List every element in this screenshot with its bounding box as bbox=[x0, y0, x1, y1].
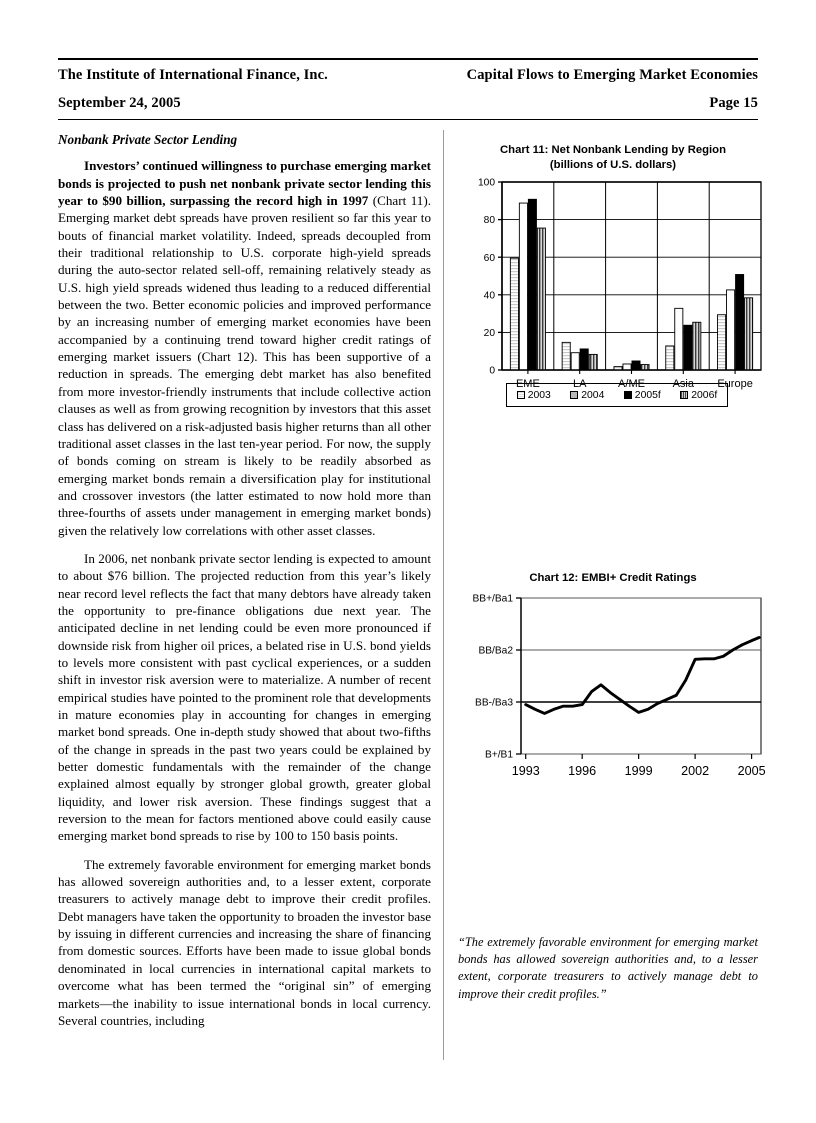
svg-text:BB/Ba2: BB/Ba2 bbox=[478, 645, 513, 657]
svg-text:60: 60 bbox=[483, 252, 495, 264]
legend-swatch-icon-2003 bbox=[517, 391, 525, 399]
paragraph-1-continuation: (Chart 11). Emerging market debt spreads have proven resilient so far this year to bouts of financial market volatility. Indeed, spreads decoupled from their traditional relationship to U.S. corporate high-yield spreads during the auto-sector related sell-off, remaining relatively steady as U.S. high yield spreads widened thus leading to a reduced differential between the two. Better economic policies and improved performance by an increasing number of emerging market economies have been accompanied by a continuing trend toward higher credit ratings of emerging market issuers (Chart 12). This has been supportive of a reduction in spreads. The emerging debt market has also benefited from more investor-friendly instruments that include collective action clauses as well as from growing recognition by investors that this asset class has delivered on a risk-adjusted basis higher returns than all other traditional asset classes in the last ten-year period. For now, the supply of bonds coming on stream is likely to be readily absorbed as emerging market bonds remain a diversification play for institutional and crossover investors (the latter estimated to now hold more than three-fourths of assets under management in emerging market bonds) given the relatively low correlations with other asset classes. bbox=[58, 193, 431, 538]
svg-text:80: 80 bbox=[483, 215, 495, 227]
svg-text:2002: 2002 bbox=[681, 763, 710, 778]
chart-12 bbox=[458, 571, 768, 801]
body-paragraph-2: In 2006, net nonbank private sector lending is expected to amount to about $76 billion. The projected reduction from this year’s likely near record level reflects the fact that many debtors have already taken the opportunity to pre-finance obligations due next year. The anticipated decline in net lending could be even more pronounced if downside risk from higher oil prices, a belated rise in U.S. bond yields to levels more consistent with past cyclical experiences, or a sudden shift in investor risk aversion were to materialize. A number of recent empirical studies have pointed to the prominent role that developments in mature economies play in accounting for changes in emerging market bond spreads. One in-depth study showed that about two-fifths of the change in spreads in the past two years could be explained by better domestic fundamentals with the remainder of the change explained almost equally by stronger global growth, greater global liquidity, and lower risk aversion. These findings suggest that a reversion to the mean for factors mentioned above could easily cause emerging market bond spreads to rise by 100 to 150 basis points. bbox=[58, 550, 431, 844]
body-paragraph-1 bbox=[58, 157, 431, 539]
chart-11 bbox=[458, 143, 768, 407]
legend-label-2005f: 2005f bbox=[634, 389, 661, 401]
header-bottom-rule bbox=[58, 119, 758, 120]
svg-text:1993: 1993 bbox=[511, 763, 540, 778]
chart-12-title-line1: Chart 12: EMBI+ Credit Ratings bbox=[529, 572, 697, 584]
svg-text:100: 100 bbox=[478, 177, 495, 189]
header-row-primary bbox=[58, 60, 758, 86]
legend-item-2006f bbox=[680, 390, 717, 401]
svg-text:BB+/Ba1: BB+/Ba1 bbox=[472, 593, 513, 605]
svg-text:1996: 1996 bbox=[568, 763, 597, 778]
legend-item-2004 bbox=[570, 390, 604, 401]
pull-quote: “The extremely favorable environment for emerging market bonds has allowed sovereign authorities and, to a lesser extent, corporate treasurers to actively manage debt to improve their credit profiles.” bbox=[458, 935, 758, 1001]
section-heading: Nonbank Private Sector Lending bbox=[58, 132, 238, 147]
lead-sentence-bold: Investors’ continued willingness to purchase emerging market bonds is projected to push net nonbank private sector lending this year to $90 billion, surpassing the record high in 1997 bbox=[58, 158, 431, 209]
legend-label-2004: 2004 bbox=[581, 389, 605, 401]
legend-item-2003 bbox=[517, 390, 551, 401]
legend-label-2006f: 2006f bbox=[691, 389, 718, 401]
svg-text:A/ME: A/ME bbox=[618, 378, 645, 390]
body-paragraph-3: The extremely favorable environment for emerging market bonds has allowed sovereign authorities and, to a lesser extent, corporate treasurers to actively manage debt to improve their credit profiles. Debt managers have taken the opportunity to broaden the investor base by issuing in different currencies and increasing the share of financing from domestic sources. Efforts have been made to issue global bonds denominated in local currencies in international capital markets to overcome what has been termed the “original sin” of emerging markets—the inability to issue international bonds in local currency. Several countries, including bbox=[58, 856, 431, 1028]
legend-item-2005f bbox=[624, 390, 661, 401]
svg-text:LA: LA bbox=[572, 378, 587, 390]
chart-11-legend bbox=[506, 383, 728, 407]
legend-swatch-icon-2005f bbox=[624, 391, 632, 399]
page-number: Page 15 bbox=[709, 95, 758, 111]
svg-text:2005: 2005 bbox=[737, 763, 766, 778]
legend-label-2003: 2003 bbox=[527, 389, 551, 401]
column-divider bbox=[443, 130, 444, 1060]
svg-text:0: 0 bbox=[489, 365, 495, 377]
right-figure-column bbox=[458, 131, 768, 801]
svg-text:Europe: Europe bbox=[717, 378, 753, 390]
report-date: September 24, 2005 bbox=[58, 95, 181, 111]
svg-text:20: 20 bbox=[483, 328, 495, 339]
chart-12-plot bbox=[458, 586, 768, 801]
svg-text:EME: EME bbox=[515, 378, 540, 390]
chart-11-title bbox=[458, 143, 768, 172]
left-text-column bbox=[58, 131, 431, 1029]
svg-text:B+/B1: B+/B1 bbox=[484, 749, 513, 761]
report-title: Capital Flows to Emerging Market Economies bbox=[466, 67, 758, 83]
header-row-secondary bbox=[58, 86, 758, 119]
chart-12-title bbox=[458, 571, 768, 586]
chart-11-title-line1: Chart 11: Net Nonbank Lending by Region bbox=[500, 144, 726, 156]
svg-text:40: 40 bbox=[483, 290, 495, 302]
chart-11-subtitle: (billions of U.S. dollars) bbox=[549, 158, 677, 171]
legend-swatch-icon-2006f bbox=[680, 391, 688, 399]
institution-name: The Institute of International Finance, Inc. bbox=[58, 67, 328, 83]
svg-text:BB-/Ba3: BB-/Ba3 bbox=[475, 697, 513, 709]
page-header bbox=[58, 58, 758, 120]
chart-11-plot bbox=[458, 172, 768, 407]
svg-text:1999: 1999 bbox=[624, 763, 653, 778]
svg-text:Asia: Asia bbox=[672, 378, 695, 390]
legend-swatch-icon-2004 bbox=[570, 391, 578, 399]
